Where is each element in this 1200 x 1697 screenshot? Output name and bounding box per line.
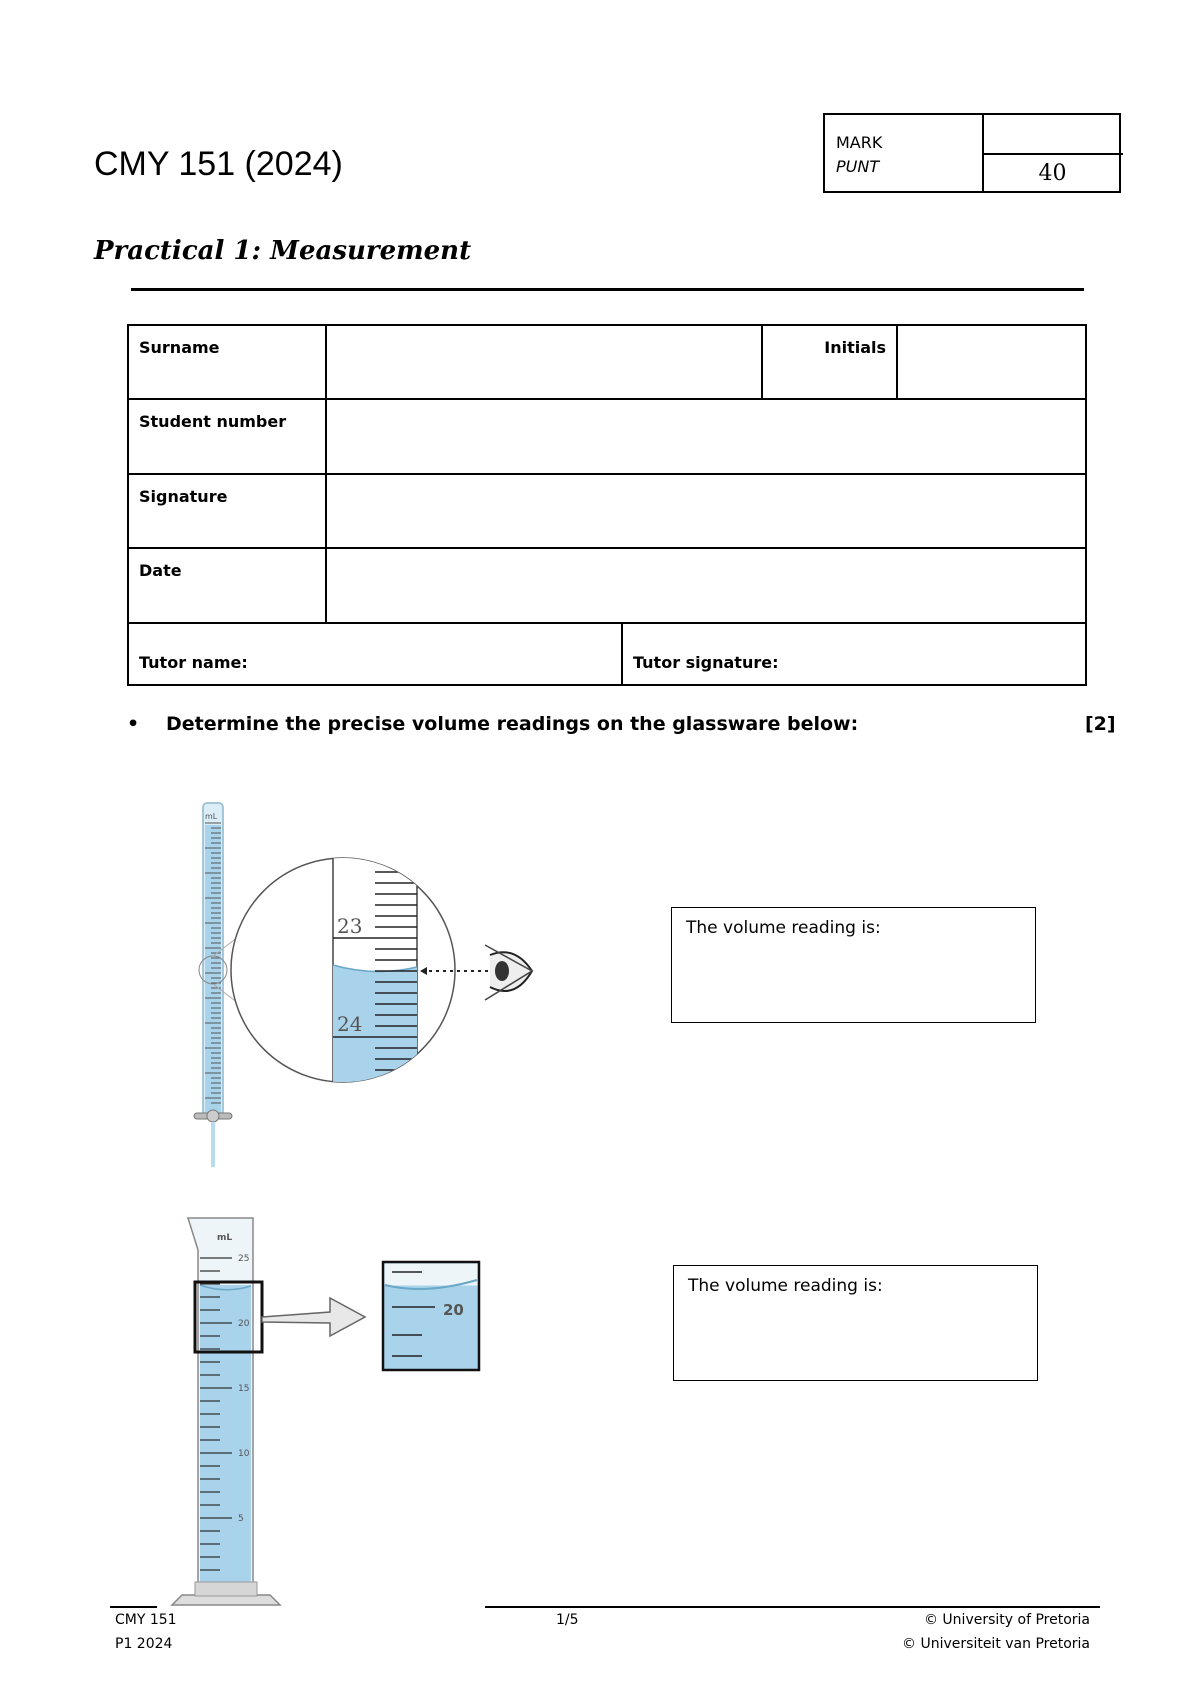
cylinder-scale-label: 15: [238, 1384, 250, 1394]
surname-field[interactable]: [326, 325, 762, 399]
signature-label: Signature: [128, 474, 326, 548]
footer-copyright-en: © University of Pretoria: [923, 1612, 1090, 1628]
mark-total: 40: [1038, 161, 1067, 186]
question-line: [127, 713, 858, 735]
cylinder-scale-label: 20: [238, 1319, 250, 1329]
stopcock-knob: [207, 1110, 219, 1122]
answer-box-cylinder[interactable]: [673, 1265, 1038, 1381]
footer-divider-left: [110, 1606, 157, 1608]
footer-course: CMY 151: [115, 1612, 177, 1628]
zoom-label-24: 24: [337, 1012, 363, 1036]
answer-label: The volume reading is:: [686, 918, 881, 938]
cylinder-foot: [195, 1582, 257, 1596]
question-text: Determine the precise volume readings on the glassware below:: [166, 713, 859, 735]
burette-tip: [211, 1122, 215, 1167]
burette-figure: [180, 795, 580, 1175]
tutor-name-label: Tutor name:: [139, 653, 248, 672]
signature-field[interactable]: [326, 474, 1086, 548]
cylinder-scale-label: 5: [238, 1514, 244, 1524]
student-number-label: Student number: [128, 399, 326, 474]
cylinder-figure: [160, 1210, 500, 1610]
student-number-field[interactable]: [326, 399, 1086, 474]
student-info-table: [127, 324, 1087, 686]
zoom-box-label-20: 20: [443, 1301, 464, 1319]
tutor-signature-label: Tutor signature:: [633, 653, 779, 672]
cylinder-scale-label: 25: [238, 1254, 250, 1264]
punt-label: PUNT: [836, 157, 880, 176]
surname-label: Surname: [128, 325, 326, 399]
mark-box: [823, 113, 1121, 193]
zoom-arrow-icon: [262, 1298, 365, 1336]
question-marks: [2]: [1085, 713, 1116, 735]
initials-label: Initials: [762, 325, 897, 399]
cylinder-unit-label: mL: [217, 1233, 233, 1243]
eye-icon: [485, 945, 532, 1000]
cylinder-scale-label: 10: [238, 1449, 250, 1459]
footer-divider-right: [485, 1606, 1100, 1608]
zoom-box-air: [385, 1264, 478, 1286]
bullet-icon: •: [127, 713, 140, 735]
answer-label: The volume reading is:: [688, 1276, 883, 1296]
initials-field[interactable]: [897, 325, 1086, 399]
course-title: CMY 151 (2024): [94, 145, 343, 183]
practical-title: Practical 1: Measurement: [94, 236, 472, 266]
title-divider: [131, 288, 1084, 291]
footer-page-number: 1/5: [556, 1612, 579, 1628]
mark-obtained-field[interactable]: [984, 115, 1121, 153]
answer-box-burette[interactable]: [671, 907, 1036, 1023]
tutor-name-field[interactable]: [128, 623, 622, 685]
date-label: Date: [128, 548, 326, 623]
tutor-signature-field[interactable]: [622, 623, 1086, 685]
burette-unit-label: mL: [205, 812, 218, 821]
footer-practical: P1 2024: [115, 1636, 173, 1652]
date-field[interactable]: [326, 548, 1086, 623]
mark-label: MARK: [836, 133, 883, 152]
zoom-label-23: 23: [337, 914, 363, 938]
footer-copyright-af: © Universiteit van Pretoria: [902, 1636, 1090, 1652]
